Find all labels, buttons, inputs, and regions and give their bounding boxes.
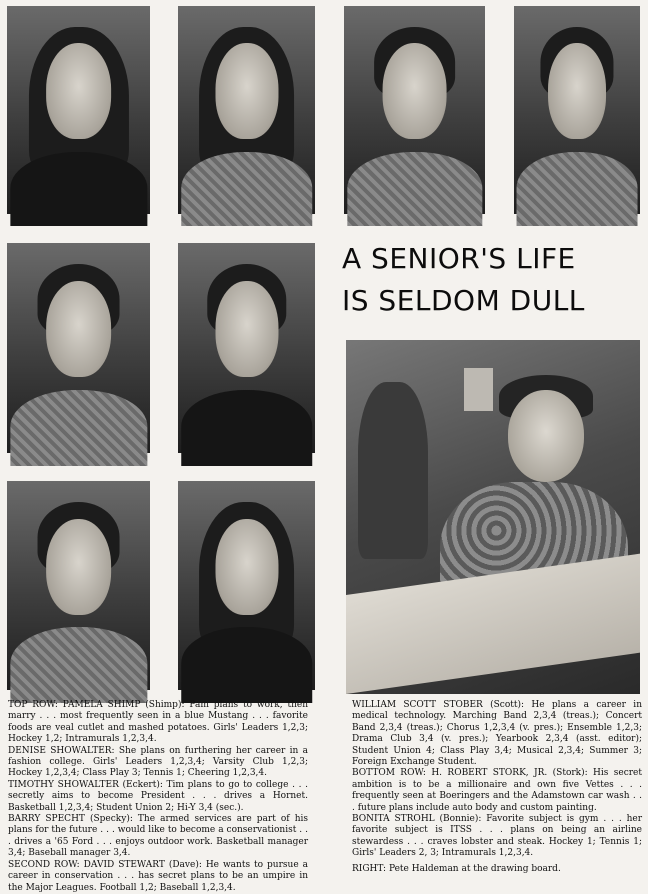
caption-column-right [352,700,642,870]
headline-line-1: A SENIOR'S LIFE [342,242,576,275]
caption-paragraph: TOP ROW: PAMELA SHIMP (Shimp): Pam plans to work, then marry . . . most frequently seen in a blue Mustang . . . favorite foods are veal cutlet and mashed potatoes. Girls' Leaders 1,2,3; Hockey 1,2; Intramurals 1,2,3,4. [8,700,308,745]
caption-paragraph: SECOND ROW: DAVID STEWART (Dave): He wants to pursue a career in conservation . . . has secret plans to be an umpire in the Major Leagues. Football 1,2; Baseball 1,2,3,4. [8,859,308,893]
portrait-photo-bonita-strohl [178,481,315,690]
portrait-photo-denise-showalter [178,6,315,214]
big-photo-caption: RIGHT: Pete Haldeman at the drawing board. [352,864,561,874]
caption-paragraph: BONITA STROHL (Bonnie): Favorite subject is gym . . . her favorite subject is ITSS . . . plans on being an airline stewardess . . . craves lobster and steak. Hockey 1; Tennis 1; Girls' Leaders 2, 3; Intramurals 1,2,3,4. [352,814,642,859]
caption-column-left [8,700,308,893]
caption-paragraph: BARRY SPECHT (Specky): The armed services are part of his plans for the future . . . would like to become a conservationist . . . drives a '65 Ford . . . enjoys outdoor work. Basketball manager 3,4; Baseball manager 3,4. [8,814,308,859]
portrait-photo-robert-stork [7,481,150,690]
portrait-photo-william-scott-stober [178,243,315,453]
caption-paragraph: TIMOTHY SHOWALTER (Eckert): Tim plans to go to college . . . secretly aims to become President . . . drives a Hornet. Basketball 1,2,3,4; Student Union 2; Hi-Y 3,4 (sec.). [8,779,308,813]
portrait-photo-timothy-showalter [344,6,485,214]
portrait-photo-pamela-shimp [7,6,150,214]
candid-photo-drawing-board [346,340,640,694]
caption-paragraph: WILLIAM SCOTT STOBER (Scott): He plans a career in medical technology. Marching Band 2,3,4 (treas.); Concert Band 2,3,4 (treas.); Chorus 1,2,3,4 (v. pres.); Ensemble 1,2,3; Drama Club 3,4 (v. pres.); Yearbook 2,3,4 (asst. editor); Student Union 4; Class Play 3,4; Musical 2,3,4; Summer 3; Foreign Exchange Student. [352,700,642,768]
headline-line-2: IS SELDOM DULL [342,284,585,317]
caption-paragraph: BOTTOM ROW: H. ROBERT STORK, JR. (Stork): His secret ambition is to be a millionaire and own five Vettes . . . frequently seen at Boeringers and the Adamstown car wash . . . future plans include auto body and custom painting. [352,768,642,813]
portrait-photo-barry-specht [514,6,640,214]
portrait-photo-david-stewart [7,243,150,453]
page-headline [342,238,642,322]
caption-paragraph: DENISE SHOWALTER: She plans on furthering her career in a fashion college. Girls' Leaders 1,2,3,4; Varsity Club 1,2,3; Hockey 1,2,3,4; Class Play 3; Tennis 1; Cheering 1,2,3,4. [8,745,308,779]
